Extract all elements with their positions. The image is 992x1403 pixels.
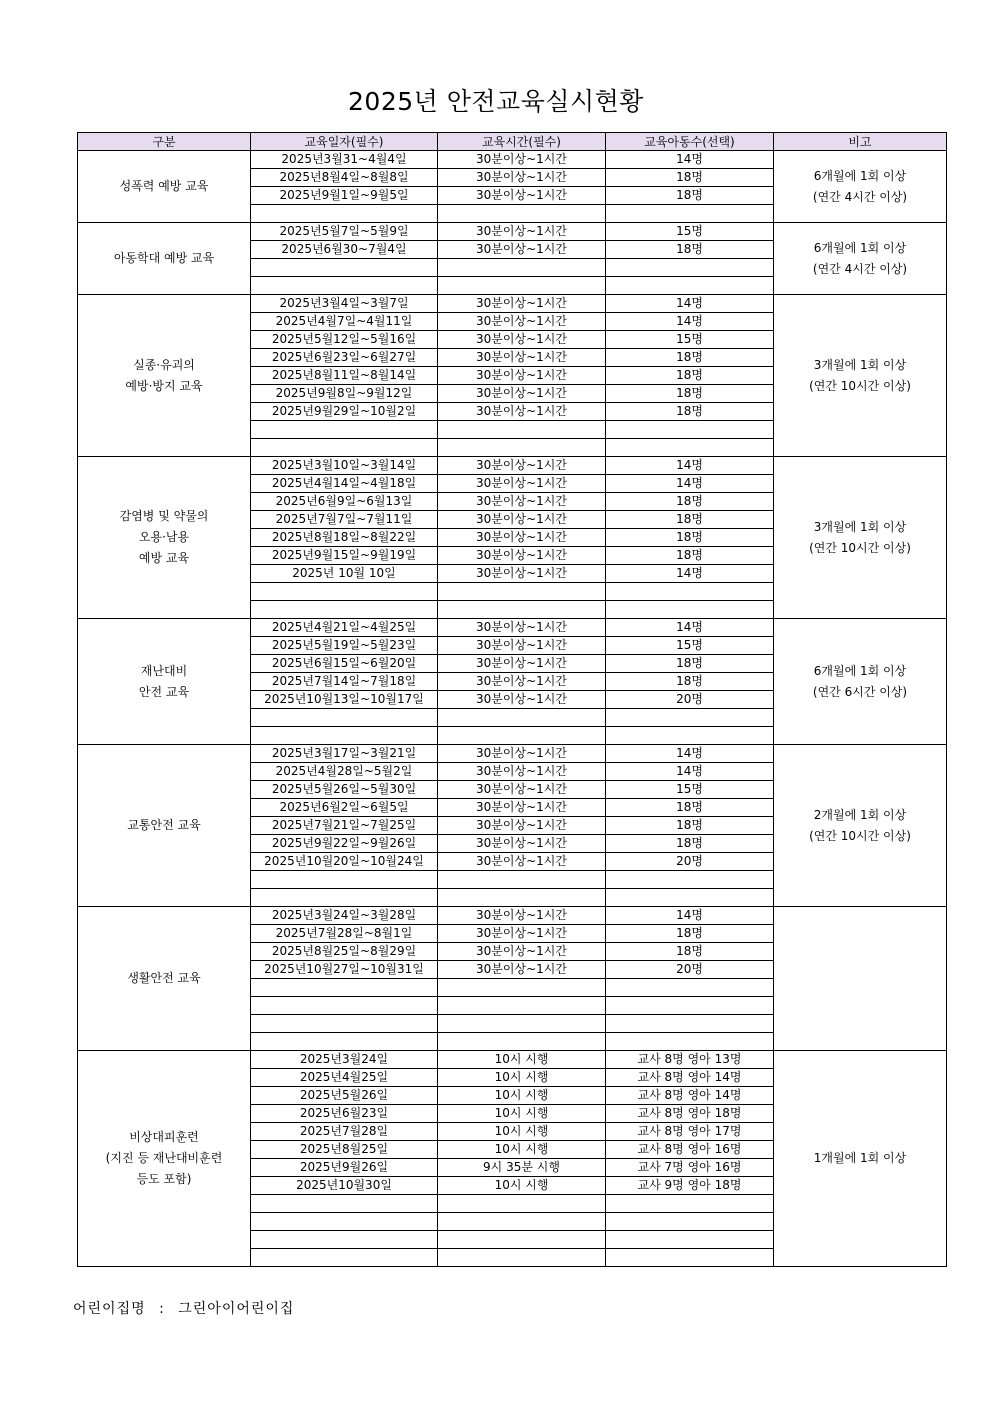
count-cell: 교사 8명 영아 18명 [606, 1105, 774, 1123]
count-cell: 14명 [606, 151, 774, 169]
category-line: (지진 등 재난대비훈련 [105, 1151, 223, 1165]
date-cell [251, 277, 438, 295]
duration-cell: 30분이상~1시간 [438, 313, 606, 331]
date-cell [251, 1249, 438, 1267]
duration-cell: 10시 시행 [438, 1069, 606, 1087]
date-cell: 2025년8월25일 [251, 1141, 438, 1159]
count-cell: 15명 [606, 331, 774, 349]
count-cell: 18명 [606, 241, 774, 259]
note-cell [774, 151, 947, 223]
count-cell: 20명 [606, 853, 774, 871]
duration-cell: 30분이상~1시간 [438, 385, 606, 403]
category-cell [78, 619, 251, 745]
duration-cell [438, 889, 606, 907]
duration-cell [438, 1249, 606, 1267]
date-cell: 2025년10월13일~10월17일 [251, 691, 438, 709]
count-cell: 15명 [606, 637, 774, 655]
count-cell [606, 1249, 774, 1267]
duration-cell [438, 439, 606, 457]
count-cell: 14명 [606, 565, 774, 583]
count-cell: 18명 [606, 511, 774, 529]
category-cell [78, 457, 251, 619]
note-cell [774, 745, 947, 907]
duration-cell: 30분이상~1시간 [438, 619, 606, 637]
date-cell: 2025년4월7일~4월11일 [251, 313, 438, 331]
category-cell [78, 295, 251, 457]
count-cell [606, 979, 774, 997]
count-cell: 14명 [606, 619, 774, 637]
count-cell: 교사 7명 영아 16명 [606, 1159, 774, 1177]
date-cell: 2025년9월15일~9월19일 [251, 547, 438, 565]
header-duration: 교육시간(필수) [438, 133, 606, 151]
date-cell: 2025년5월19일~5월23일 [251, 637, 438, 655]
duration-cell: 10시 시행 [438, 1141, 606, 1159]
duration-cell: 30분이상~1시간 [438, 367, 606, 385]
date-cell: 2025년4월28일~5월2일 [251, 763, 438, 781]
category-line: 예방·방지 교육 [125, 378, 203, 393]
date-cell: 2025년10월20일~10월24일 [251, 853, 438, 871]
date-cell: 2025년3월31~4월4일 [251, 151, 438, 169]
count-cell [606, 259, 774, 277]
date-cell: 2025년7월28일~8월1일 [251, 925, 438, 943]
category-line: 등도 포함) [136, 1172, 192, 1186]
note-line: (연간 10시간 이상) [809, 378, 911, 393]
count-cell: 교사 8명 영아 14명 [606, 1087, 774, 1105]
duration-cell [438, 1195, 606, 1213]
count-cell: 18명 [606, 529, 774, 547]
date-cell: 2025년5월26일 [251, 1087, 438, 1105]
date-cell [251, 205, 438, 223]
category-line: 감염병 및 약물의 [119, 509, 209, 523]
duration-cell: 30분이상~1시간 [438, 637, 606, 655]
duration-cell: 30분이상~1시간 [438, 853, 606, 871]
date-cell: 2025년3월24일 [251, 1051, 438, 1069]
note-line: 3개월에 1회 이상 [813, 519, 907, 534]
duration-cell [438, 583, 606, 601]
duration-cell [438, 871, 606, 889]
duration-cell: 10시 시행 [438, 1177, 606, 1195]
date-cell: 2025년9월29일~10월2일 [251, 403, 438, 421]
count-cell: 교사 8명 영아 13명 [606, 1051, 774, 1069]
count-cell [606, 1033, 774, 1051]
date-cell: 2025년8월18일~8월22일 [251, 529, 438, 547]
date-cell: 2025년4월14일~4월18일 [251, 475, 438, 493]
count-cell [606, 439, 774, 457]
date-cell [251, 1231, 438, 1249]
duration-cell: 30분이상~1시간 [438, 799, 606, 817]
table-body [78, 151, 947, 1267]
category-cell [78, 151, 251, 223]
duration-cell: 10시 시행 [438, 1051, 606, 1069]
note-cell [774, 223, 947, 295]
duration-cell [438, 1231, 606, 1249]
duration-cell: 30분이상~1시간 [438, 835, 606, 853]
footer-daycare-name [73, 1298, 294, 1318]
category-cell [78, 745, 251, 907]
note-line: 6개월에 1회 이상 [813, 168, 907, 183]
table-row [78, 1051, 947, 1069]
count-cell: 14명 [606, 313, 774, 331]
table-row [78, 295, 947, 313]
count-cell [606, 601, 774, 619]
duration-cell: 30분이상~1시간 [438, 529, 606, 547]
duration-cell [438, 1033, 606, 1051]
count-cell: 18명 [606, 925, 774, 943]
note-line: (연간 4시간 이상) [812, 189, 908, 204]
date-cell: 2025년5월26일~5월30일 [251, 781, 438, 799]
date-cell: 2025년6월15일~6월20일 [251, 655, 438, 673]
count-cell: 18명 [606, 547, 774, 565]
duration-cell: 30분이상~1시간 [438, 673, 606, 691]
table-row [78, 907, 947, 925]
duration-cell: 30분이상~1시간 [438, 907, 606, 925]
duration-cell: 30분이상~1시간 [438, 295, 606, 313]
table-header-row [78, 133, 947, 151]
date-cell: 2025년4월25일 [251, 1069, 438, 1087]
duration-cell: 30분이상~1시간 [438, 781, 606, 799]
category-cell [78, 1051, 251, 1267]
duration-cell [438, 979, 606, 997]
duration-cell: 30분이상~1시간 [438, 223, 606, 241]
count-cell: 교사 8명 영아 16명 [606, 1141, 774, 1159]
count-cell [606, 1015, 774, 1033]
date-cell: 2025년7월7일~7월11일 [251, 511, 438, 529]
header-children-count: 교육아동수(선택) [606, 133, 774, 151]
footer-label: 어린이집명 [73, 1301, 146, 1317]
document-title: 2025년 안전교육실시현황 [348, 87, 644, 116]
date-cell: 2025년5월7일~5월9일 [251, 223, 438, 241]
note-line: (연간 4시간 이상) [812, 261, 908, 276]
category-line: 예방 교육 [138, 551, 190, 565]
count-cell: 18명 [606, 187, 774, 205]
count-cell: 15명 [606, 781, 774, 799]
count-cell: 18명 [606, 817, 774, 835]
duration-cell [438, 601, 606, 619]
count-cell: 15명 [606, 223, 774, 241]
count-cell: 18명 [606, 835, 774, 853]
date-cell [251, 601, 438, 619]
count-cell [606, 871, 774, 889]
duration-cell: 30분이상~1시간 [438, 925, 606, 943]
count-cell: 18명 [606, 673, 774, 691]
date-cell [251, 889, 438, 907]
date-cell [251, 871, 438, 889]
duration-cell: 30분이상~1시간 [438, 331, 606, 349]
count-cell: 14명 [606, 475, 774, 493]
count-cell: 14명 [606, 745, 774, 763]
duration-cell: 30분이상~1시간 [438, 655, 606, 673]
date-cell [251, 1213, 438, 1231]
count-cell: 18명 [606, 799, 774, 817]
duration-cell [438, 205, 606, 223]
duration-cell: 30분이상~1시간 [438, 547, 606, 565]
duration-cell: 10시 시행 [438, 1105, 606, 1123]
date-cell: 2025년8월11일~8월14일 [251, 367, 438, 385]
count-cell: 14명 [606, 907, 774, 925]
count-cell: 18명 [606, 943, 774, 961]
duration-cell: 9시 35분 시행 [438, 1159, 606, 1177]
date-cell [251, 259, 438, 277]
duration-cell: 30분이상~1시간 [438, 943, 606, 961]
date-cell [251, 583, 438, 601]
count-cell [606, 1195, 774, 1213]
duration-cell: 30분이상~1시간 [438, 169, 606, 187]
count-cell [606, 1231, 774, 1249]
duration-cell [438, 727, 606, 745]
note-cell [774, 295, 947, 457]
note-cell [774, 1051, 947, 1267]
header-note: 비고 [774, 133, 947, 151]
duration-cell [438, 997, 606, 1015]
footer-separator: : [159, 1301, 165, 1317]
note-line: (연간 10시간 이상) [809, 828, 911, 843]
date-cell: 2025년6월9일~6월13일 [251, 493, 438, 511]
category-line: 성폭력 예방 교육 [119, 179, 209, 193]
date-cell: 2025년6월23일~6월27일 [251, 349, 438, 367]
duration-cell: 30분이상~1시간 [438, 403, 606, 421]
date-cell [251, 1015, 438, 1033]
duration-cell: 30분이상~1시간 [438, 961, 606, 979]
date-cell: 2025년7월28일 [251, 1123, 438, 1141]
count-cell [606, 727, 774, 745]
category-line: 아동학대 예방 교육 [113, 251, 215, 265]
count-cell [606, 997, 774, 1015]
date-cell [251, 421, 438, 439]
note-cell [774, 619, 947, 745]
duration-cell: 30분이상~1시간 [438, 457, 606, 475]
category-line: 안전 교육 [138, 684, 190, 699]
footer-value: 그린아이어린이집 [178, 1301, 295, 1317]
date-cell: 2025년3월4일~3월7일 [251, 295, 438, 313]
date-cell: 2025년5월12일~5월16일 [251, 331, 438, 349]
count-cell [606, 889, 774, 907]
duration-cell: 30분이상~1시간 [438, 187, 606, 205]
date-cell [251, 979, 438, 997]
date-cell: 2025년 10월 10일 [251, 565, 438, 583]
duration-cell: 30분이상~1시간 [438, 817, 606, 835]
duration-cell: 30분이상~1시간 [438, 511, 606, 529]
date-cell: 2025년7월21일~7월25일 [251, 817, 438, 835]
date-cell [251, 1195, 438, 1213]
note-line: 2개월에 1회 이상 [813, 807, 907, 822]
date-cell: 2025년10월27일~10월31일 [251, 961, 438, 979]
duration-cell: 30분이상~1시간 [438, 763, 606, 781]
category-line: 교통안전 교육 [127, 818, 201, 832]
count-cell [606, 205, 774, 223]
count-cell [606, 709, 774, 727]
date-cell: 2025년9월8일~9월12일 [251, 385, 438, 403]
category-line: 생활안전 교육 [127, 971, 201, 985]
table-row [78, 619, 947, 637]
duration-cell: 30분이상~1시간 [438, 349, 606, 367]
date-cell: 2025년3월24일~3월28일 [251, 907, 438, 925]
note-line: (연간 6시간 이상) [812, 684, 908, 699]
count-cell: 18명 [606, 367, 774, 385]
count-cell: 14명 [606, 457, 774, 475]
count-cell [606, 421, 774, 439]
date-cell [251, 727, 438, 745]
duration-cell: 30분이상~1시간 [438, 151, 606, 169]
table-row [78, 745, 947, 763]
date-cell: 2025년4월21일~4월25일 [251, 619, 438, 637]
duration-cell: 30분이상~1시간 [438, 493, 606, 511]
category-line: 실종·유괴의 [133, 357, 195, 372]
duration-cell [438, 1213, 606, 1231]
date-cell: 2025년3월17일~3월21일 [251, 745, 438, 763]
date-cell: 2025년6월30~7월4일 [251, 241, 438, 259]
duration-cell: 30분이상~1시간 [438, 475, 606, 493]
count-cell: 18명 [606, 169, 774, 187]
count-cell [606, 583, 774, 601]
count-cell: 18명 [606, 385, 774, 403]
table-row [78, 457, 947, 475]
note-cell [774, 457, 947, 619]
category-line: 비상대피훈련 [129, 1130, 199, 1144]
count-cell: 14명 [606, 763, 774, 781]
table-row [78, 223, 947, 241]
header-date: 교육일자(필수) [251, 133, 438, 151]
count-cell: 교사 8명 영아 14명 [606, 1069, 774, 1087]
duration-cell: 30분이상~1시간 [438, 745, 606, 763]
count-cell: 18명 [606, 349, 774, 367]
duration-cell [438, 277, 606, 295]
count-cell [606, 1213, 774, 1231]
count-cell: 교사 9명 영아 18명 [606, 1177, 774, 1195]
date-cell: 2025년9월26일 [251, 1159, 438, 1177]
category-cell [78, 907, 251, 1051]
duration-cell [438, 421, 606, 439]
category-line: 오용·남용 [138, 530, 190, 544]
note-line: 1개월에 1회 이상 [813, 1151, 907, 1165]
duration-cell [438, 709, 606, 727]
duration-cell: 30분이상~1시간 [438, 241, 606, 259]
category-cell [78, 223, 251, 295]
duration-cell: 10시 시행 [438, 1087, 606, 1105]
date-cell [251, 1033, 438, 1051]
date-cell: 2025년6월23일 [251, 1105, 438, 1123]
date-cell: 2025년9월22일~9월26일 [251, 835, 438, 853]
date-cell: 2025년8월4일~8월8일 [251, 169, 438, 187]
date-cell [251, 709, 438, 727]
count-cell: 20명 [606, 691, 774, 709]
count-cell: 교사 8명 영아 17명 [606, 1123, 774, 1141]
date-cell: 2025년6월2일~6월5일 [251, 799, 438, 817]
duration-cell: 10시 시행 [438, 1123, 606, 1141]
date-cell: 2025년3월10일~3월14일 [251, 457, 438, 475]
count-cell: 18명 [606, 403, 774, 421]
date-cell: 2025년8월25일~8월29일 [251, 943, 438, 961]
date-cell [251, 439, 438, 457]
date-cell: 2025년7월14일~7월18일 [251, 673, 438, 691]
count-cell: 18명 [606, 655, 774, 673]
count-cell [606, 277, 774, 295]
count-cell: 18명 [606, 493, 774, 511]
note-line: (연간 10시간 이상) [809, 540, 911, 555]
note-line: 3개월에 1회 이상 [813, 357, 907, 372]
duration-cell: 30분이상~1시간 [438, 691, 606, 709]
note-line: 6개월에 1회 이상 [813, 663, 907, 678]
note-line: 6개월에 1회 이상 [813, 240, 907, 255]
count-cell: 20명 [606, 961, 774, 979]
duration-cell [438, 259, 606, 277]
education-status-table [77, 132, 947, 1267]
date-cell: 2025년9월1일~9월5일 [251, 187, 438, 205]
note-cell [774, 907, 947, 1051]
header-category: 구분 [78, 133, 251, 151]
duration-cell: 30분이상~1시간 [438, 565, 606, 583]
date-cell: 2025년10월30일 [251, 1177, 438, 1195]
category-line: 재난대비 [140, 663, 188, 678]
count-cell: 14명 [606, 295, 774, 313]
table-row [78, 151, 947, 169]
duration-cell [438, 1015, 606, 1033]
date-cell [251, 997, 438, 1015]
